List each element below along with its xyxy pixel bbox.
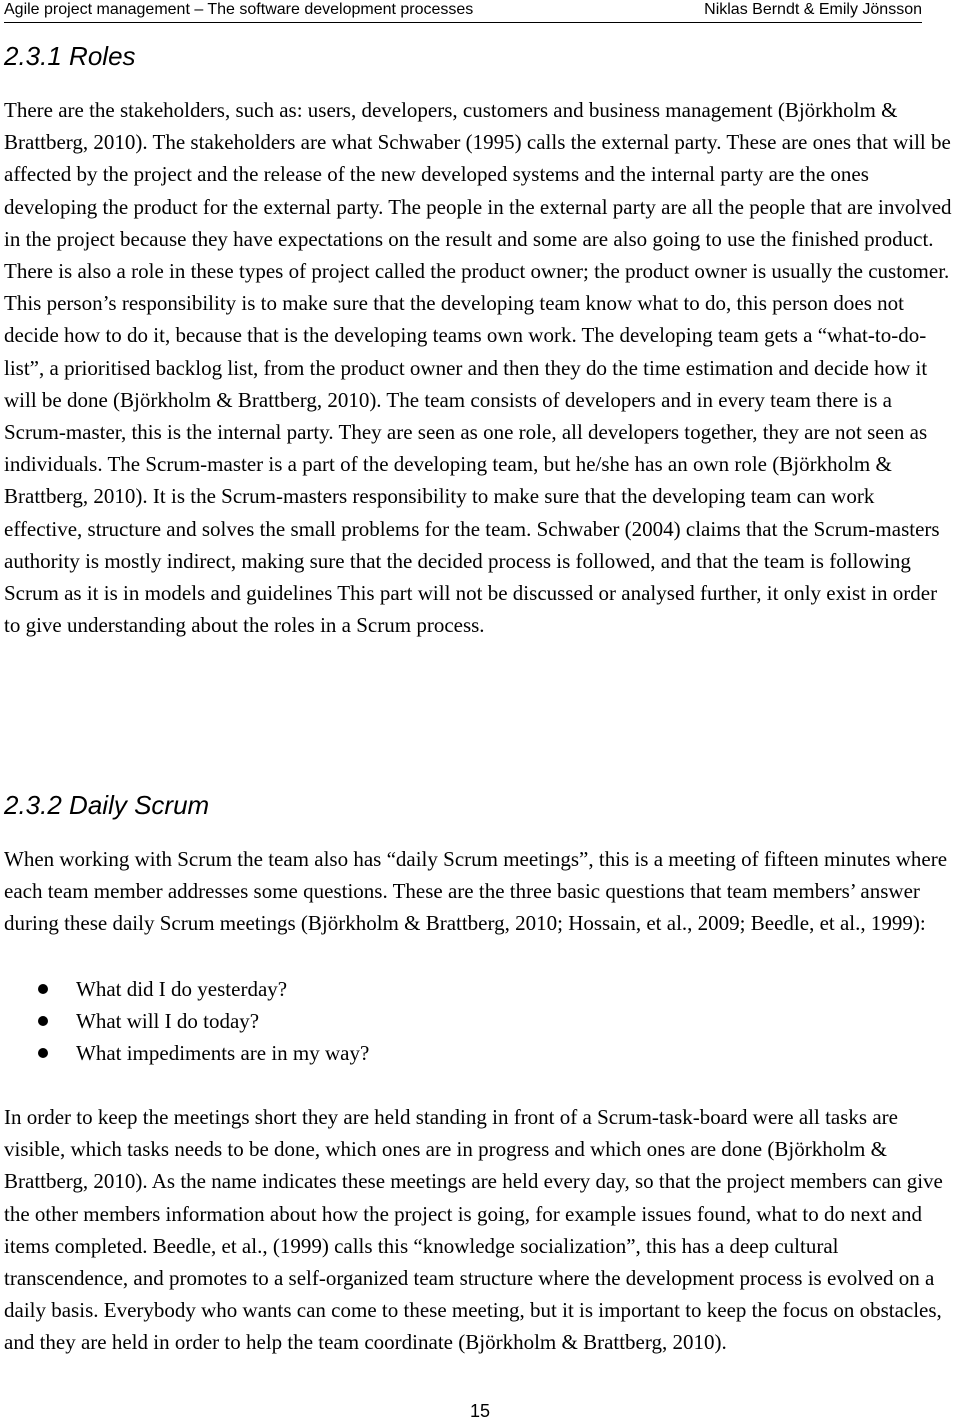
page-number: 15 <box>469 1401 491 1421</box>
bullet-icon <box>38 1048 48 1058</box>
header-title: Agile project management – The software development processes <box>4 1 474 18</box>
daily-scrum-paragraph: In order to keep the meetings short they are held standing in front of a Scrum-task-board were all tasks are visible, which tasks needs to be done, which ones are in progress and which ones are done (Björkholm & Brattberg, 2010). As the name indicates these meetings are held every day, so that the project members can give the other members information about how the project is going, for example issues found, what to do next and items completed. Beedle, et al., (1999) calls this “knowledge socialization”, this has a deep cultural transcendence, and promotes to a self-organized team structure where the development process is evolved on a daily basis. Everybody who wants can come to these meeting, but it is important to keep the focus on obstacles, and they are held in order to help the team coordinate (Björkholm & Brattberg, 2010). <box>4 1105 943 1355</box>
question-text: What will I do today? <box>76 1009 260 1033</box>
roles-paragraph: There are the stakeholders, such as: users, developers, customers and business management (Björkholm & Brattberg, 2010). The stakeholders are what Schwaber (1995) calls the external party. These are ones that will be affected by the project and the release of the new developed systems and the internal party are the ones developing the product for the external party. The people in the external party are all the people that are involved in the project because they have expectations on the result and some are also going to use the finished product. There is also a role in these types of project called the product owner; the product owner is usually the customer. This person’s responsibility is to make sure that the developing team know what to do, this person does not decide how to do it, because that is the developing teams own work. The developing team gets a “what-to-do-list”, a prioritised backlog list, from the product owner and then they do the time estimation and decide how it will be done (Björkholm & Brattberg, 2010). The team consists of developers and in every team there is a Scrum-master, this is the internal party. They are seen as one role, all developers together, they are not seen as individuals. The Scrum-master is a part of the developing team, but he/she has an own role (Björkholm & Brattberg, 2010). It is the Scrum-masters responsibility to make sure that the developing team can work effective, structure and solves the small problems for the team. Schwaber (2004) claims that the Scrum-masters authority is mostly indirect, making sure that the decided process is followed, and that the team is following Scrum as it is in models and guidelines This part will not be discussed or analysed further, it only exist in order to give understanding about the roles in a Scrum process. <box>4 98 952 638</box>
bullet-icon <box>38 1016 48 1026</box>
question-text: What did I do yesterday? <box>76 977 288 1001</box>
daily-scrum-intro: When working with Scrum the team also has “daily Scrum meetings”, this is a meeting of fifteen minutes where each team member addresses some questions. These are the three basic questions that team members’ answer during these daily Scrum meetings (Björkholm & Brattberg, 2010; Hossain, et al., 2009; Beedle, et al., 1999): <box>4 847 948 936</box>
section-heading-daily-scrum: 2.3.2 Daily Scrum <box>4 790 210 820</box>
section-heading-roles: 2.3.1 Roles <box>4 41 136 71</box>
list-item <box>36 1005 936 1037</box>
list-item <box>36 973 936 1005</box>
question-text: What impediments are in my way? <box>76 1041 370 1065</box>
header-authors: Niklas Berndt & Emily Jönsson <box>704 1 922 18</box>
bullet-icon <box>38 984 48 994</box>
list-item <box>36 1037 936 1069</box>
daily-questions-list <box>36 973 936 1069</box>
running-header <box>4 0 922 23</box>
